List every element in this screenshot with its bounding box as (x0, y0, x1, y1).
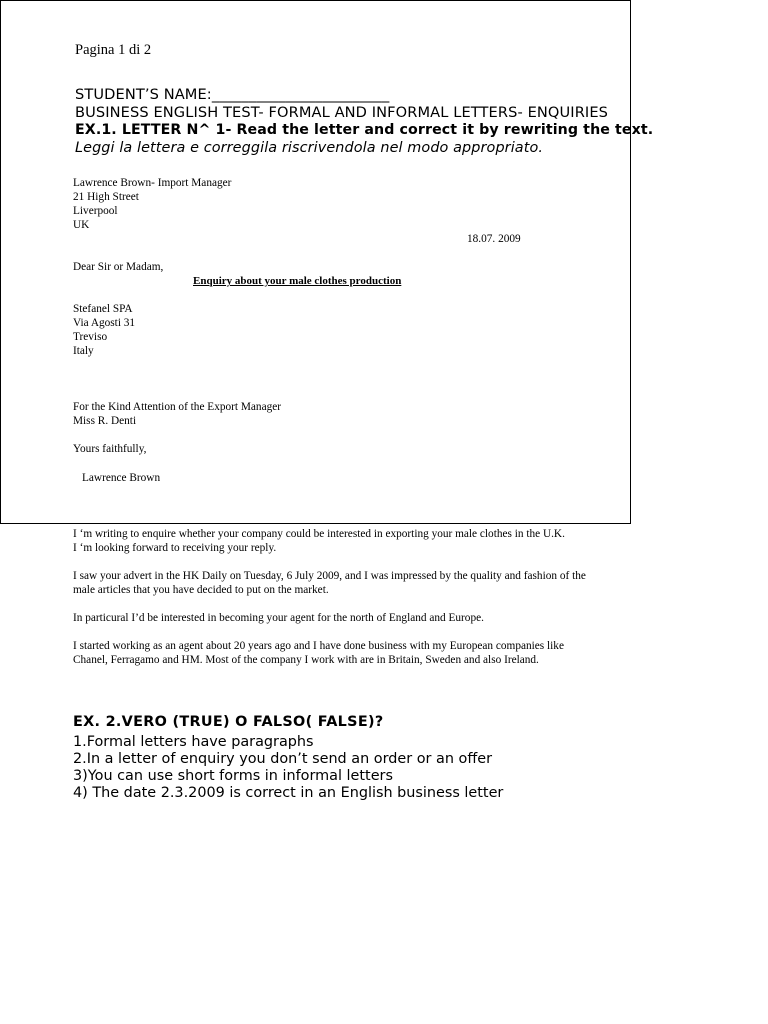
body-line-7: Chanel, Ferragamo and HM. Most of the company I work with are in Britain, Sweden and also Ireland. (73, 654, 539, 666)
body-line-5: In particural I’d be interested in becoming your agent for the north of England and Europe. (73, 612, 484, 624)
student-name-field: STUDENT’S NAME:________________________ (75, 86, 390, 103)
recipient-company-line: Stefanel SPA (73, 303, 133, 315)
sender-city-line: Liverpool (73, 205, 118, 217)
exercise-1-title: EX.1. LETTER N^ 1- Read the letter and correct it by rewriting the text. (75, 122, 654, 138)
body-line-1: I ‘m writing to enquire whether your company could be interested in exporting your male clothes in the U.K. (73, 528, 565, 540)
body-line-6: I started working as an agent about 20 years ago and I have done business with my European companies like (73, 640, 564, 652)
recipient-street-line: Via Agosti 31 (73, 317, 136, 329)
sender-country-line: UK (73, 219, 90, 231)
exercise-2-item-4: 4) The date 2.3.2009 is correct in an English business letter (73, 785, 504, 801)
body-line-2: I ‘m looking forward to receiving your reply. (73, 542, 277, 554)
exercise-2-title: EX. 2.VERO (TRUE) O FALSO( FALSE)? (73, 714, 384, 730)
exercise-2-item-2: 2.In a letter of enquiry you don’t send an order or an offer (73, 751, 493, 767)
exercise-1-instruction: Leggi la lettera e correggila riscrivendola nel modo appropriato. (75, 140, 544, 156)
letter-signature: Lawrence Brown (82, 472, 161, 484)
attention-line: For the Kind Attention of the Export Manager (73, 401, 282, 413)
letter-date: 18.07. 2009 (467, 233, 521, 245)
body-line-3: I saw your advert in the HK Daily on Tuesday, 6 July 2009, and I was impressed by the quality and fashion of the (73, 570, 586, 582)
exercise-2-item-3: 3)You can use short forms in informal letters (73, 768, 393, 784)
sender-street-line: 21 High Street (73, 191, 139, 203)
recipient-country-line: Italy (73, 345, 94, 357)
sender-name-line: Lawrence Brown- Import Manager (73, 177, 232, 189)
page-number: Pagina 1 di 2 (75, 42, 152, 58)
letter-subject: Enquiry about your male clothes production (193, 275, 402, 287)
letter-salutation: Dear Sir or Madam, (73, 261, 164, 273)
exercise-2-item-1: 1.Formal letters have paragraphs (73, 734, 314, 750)
letter-closing: Yours faithfully, (73, 443, 147, 455)
body-line-4: male articles that you have decided to put on the market. (73, 584, 329, 596)
attention-name-line: Miss R. Denti (73, 415, 137, 427)
recipient-city-line: Treviso (73, 331, 108, 343)
test-title: BUSINESS ENGLISH TEST- FORMAL AND INFORMAL LETTERS- ENQUIRIES (75, 104, 609, 121)
